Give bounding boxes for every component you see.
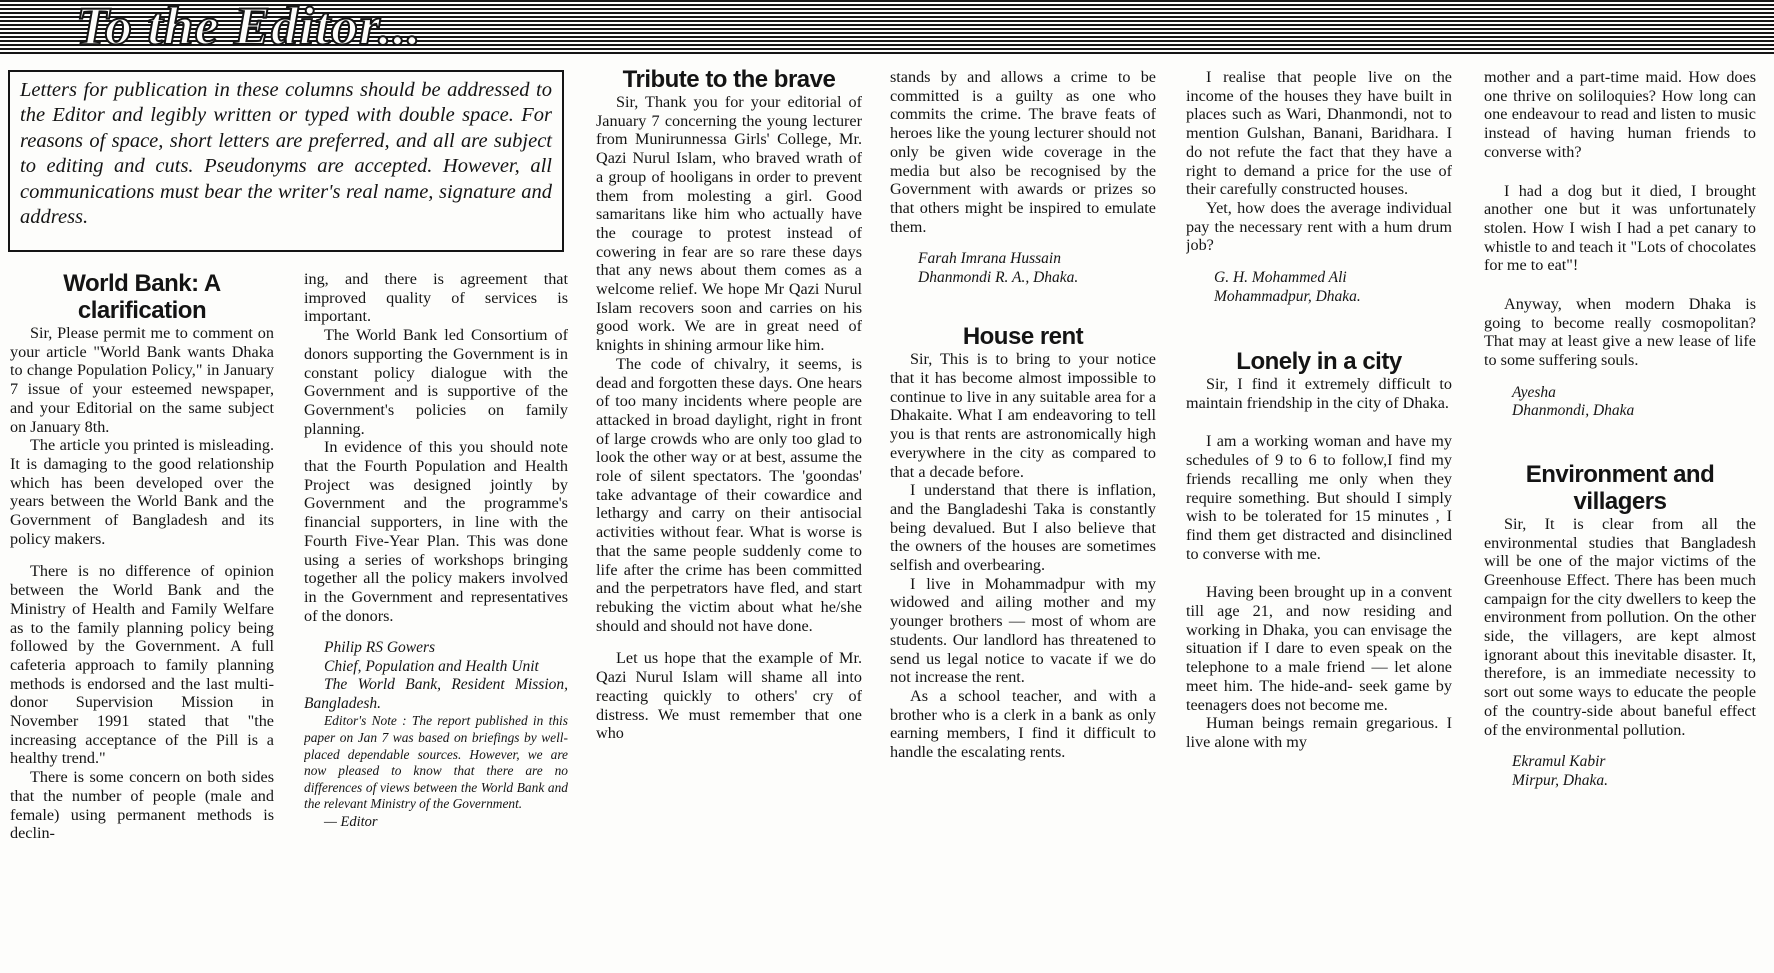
letter-paragraph: Sir, It is clear from all the environmental studies that Bangladesh will be one of the major victims of the Greenhouse Effect. There has been much campaign for the city dwellers to keep the environment from pollution. On the other side, the villagers, are kept almost ignorant about this inevitable disaster. It, therefore, is an immediate necessity to sort out some ways to educate the people of the country-side about baneful effect of the environmental pollution. — [1484, 514, 1756, 739]
signature-name: Ekramul Kabir — [1512, 753, 1606, 771]
letter-paragraph: ing, and there is agreement that improved quality of services is important. — [304, 270, 568, 326]
letter-paragraph: Anyway, when modern Dhaka is going to become really cosmopolitan? That may at least give a new lease of life to some suffering souls. — [1484, 295, 1756, 370]
signature-address: Mirpur, Dhaka. — [1512, 771, 1609, 789]
signature-address: Dhanmondi R. A., Dhaka. — [918, 268, 1079, 286]
letter-paragraph: I understand that there is inflation, and the Bangladeshi Taka is constantly being devalued. But I also believe that the owners of the houses are sometimes selfish and overbearing. — [890, 481, 1156, 575]
letter-paragraph: Sir, I find it extremely difficult to maintain friendship in the city of Dhaka. — [1186, 375, 1452, 412]
letter-paragraph: Sir, This is to bring to your notice that it has become almost impossible to continue to live in any suitable area for a Dhakaite. What I am endeavoring to tell you is that rents are astronomically high everywhere in the city as compared to that a decade before. — [890, 350, 1156, 481]
signature-name: Philip RS Gowers — [324, 639, 436, 657]
column-6 — [1484, 68, 1756, 970]
letter-paragraph: I had a dog but it died, I brought another one but it was unfortunately stolen. How I wish I had a pet canary to whistle to and teach it "Lots of chocolates for me to eat"! — [1484, 181, 1756, 275]
letter-paragraph: mother and a part-time maid. How does one thrive on soliloquies? How long can one endeavour to read and listen to music instead of having human friends to converse with? — [1484, 68, 1756, 161]
letter-paragraph: In evidence of this you should note that the Fourth Population and Health Project was designed jointly by Government and the programme's financial supporters, in line with the Fourth Five-Year Plan. This was done using a series of workshops bringing together all the policy makers involved in the Government and representatives of the donors. — [304, 438, 568, 625]
headline-environment: Environment and villagers — [1525, 460, 1715, 515]
signature-block — [304, 639, 568, 713]
column-5 — [1186, 68, 1452, 970]
signature-name: G. H. Mohammed Ali — [1214, 269, 1347, 287]
headline-tribute: Tribute to the brave — [622, 66, 836, 93]
letter-paragraph: Yet, how does the average individual pay the necessary rent with a hum drum job? — [1186, 198, 1452, 255]
signature-block — [1194, 269, 1452, 306]
letter-paragraph: I am a working woman and have my schedules of 9 to 6 to follow,I find my friends recalling me only when they require something. But should I simply wish to be tolerated for 15 minutes , I find them get distracted and disinclined to converse with me. — [1186, 432, 1452, 563]
letter-paragraph: There is no difference of opinion between the World Bank and the Ministry of Health and Family Welfare as to the family planning policy being followed by the Government. A full cafeteria approach to family planning methods is endorsed and the last multi-donor Supervision Mission in November 1991 stated that "the increasing acceptance of the Pill is a healthy trend." — [10, 562, 274, 768]
editor-signature: — Editor — [324, 813, 378, 830]
column-2 — [304, 270, 568, 970]
signature-address: Mohammadpur, Dhaka. — [1214, 287, 1361, 305]
column-4 — [890, 68, 1156, 970]
letter-paragraph: The code of chivalry, it seems, is dead and forgotten these days. One hears of too many incidents where people are attacked in broad daylight, right in front of large crowds who are only too glad to look the other way or at best, assume the role of silent spectators. The 'goondas' take advantage of their cowardice and lethargy and carry on their antisocial activities without fear. What is worse is that the same people suddenly come to life after the crime has been committed and the perpetrators have fled, and start rebuking the victim about what he/she should and should not have done. — [596, 354, 862, 635]
letter-paragraph: As a school teacher, and with a brother who is a clerk in a bank as only earning members, I find it difficult to handle the escalating rents. — [890, 686, 1156, 762]
signature-block — [1492, 384, 1756, 421]
letter-paragraph: Having been brought up in a convent till age 21, and now residing and working in Dhaka, you can envisage the situation if I dare to even speak on the telephone to a male friend — let alone meet him. The hide-and- seek game by teenagers does not become me. — [1186, 583, 1452, 714]
letter-paragraph: I realise that people live on the income of the houses they have built in places such as Wari, Dhanmondi, not to mention Gulshan, Banani, Baridhara. I do not refute the fact that they have a right to demand a price for the use of their carefully constructed houses. — [1186, 68, 1452, 199]
letter-paragraph: There is some concern on both sides that the number of people (male and female) using permanent methods is declin- — [10, 768, 274, 843]
signature-block — [1492, 753, 1756, 790]
letter-paragraph: Human beings remain gregarious. I live alone with my — [1186, 714, 1452, 751]
letter-paragraph: I live in Mohammadpur with my widowed and ailing mother and my younger brothers — most of whom are students. Our landlord has threatened to send us legal notice to vacate if we do not increase the rent. — [890, 574, 1156, 687]
letter-paragraph: Sir, Thank you for your editorial of January 7 concerning the young lecturer from Munirunnessa Girls' College, Mr. Qazi Nurul Islam, who braved wrath of a group of hooligans in order to prevent them from molesting a girl. Good samaritans like him who actually have the courage to protest instead of cowering in fear are so rare these days that any news about them comes as a welcome relief. We hope Mr Qazi Nurul Islam recovers soon and carries on his good work. We are in great need of knights in shining armour like him. — [596, 93, 862, 355]
signature-organization: The World Bank, Resident Mission, Bangladesh. — [304, 676, 568, 712]
submission-notice-text: Letters for publication in these columns should be addressed to the Editor and legibly written or typed with double space. For reasons of space, short letters are preferred, and all are subject to editing and cuts. Pseudonyms are accepted. However, all communications must bear the writer's real name, signature and address. — [20, 79, 552, 229]
editors-note: Editor's Note : The report published in this paper on Jan 7 was based on briefings by well-placed dependable sources. However, we are now pleased to know that there are no differences of views between the World Bank and the relevant Ministry of the Government. — [304, 713, 568, 812]
column-1 — [10, 270, 274, 970]
signature-title: Chief, Population and Health Unit — [324, 657, 539, 675]
signature-address: Dhanmondi, Dhaka — [1512, 402, 1635, 420]
headline-lonely: Lonely in a city — [1236, 348, 1402, 376]
submission-notice-box — [8, 70, 564, 252]
signature-block — [898, 250, 1156, 287]
signature-name: Ayesha — [1512, 383, 1556, 401]
letter-paragraph: Let us hope that the example of Mr. Qazi Nurul Islam will shame all into reacting quickly to others' cry of distress. We must remember that one who — [596, 649, 862, 743]
letter-paragraph: stands by and allows a crime to be committed is a guilty as one who commits the crime. The brave feats of heroes like the young lecturer should not only be given wide coverage in the media but also be recognised by the Government with awards or prizes so that others might be inspired to emulate them. — [890, 68, 1156, 236]
letter-paragraph: The World Bank led Consortium of donors supporting the Government is in constant policy dialogue with the Government and is supportive of the Government's policies on family planning. — [304, 326, 568, 438]
letter-paragraph: Sir, Please permit me to comment on your article "World Bank wants Dhaka to change Population Policy," in January 7 issue of your esteemed newspaper, and your Editorial on the same subject on January 8th. — [10, 324, 274, 436]
header-band — [0, 0, 1774, 54]
headline-world-bank: World Bank: A clarification — [63, 270, 221, 324]
column-3 — [596, 66, 862, 970]
headline-house-rent: House rent — [962, 323, 1084, 351]
signature-name: Farah Imrana Hussain — [918, 250, 1061, 268]
letter-paragraph: The article you printed is misleading. It is damaging to the good relationship which has been developed over the years between the World Bank and the Government of Bangladesh and its policy makers. — [10, 436, 274, 548]
section-title: To the Editor... — [76, 0, 422, 56]
